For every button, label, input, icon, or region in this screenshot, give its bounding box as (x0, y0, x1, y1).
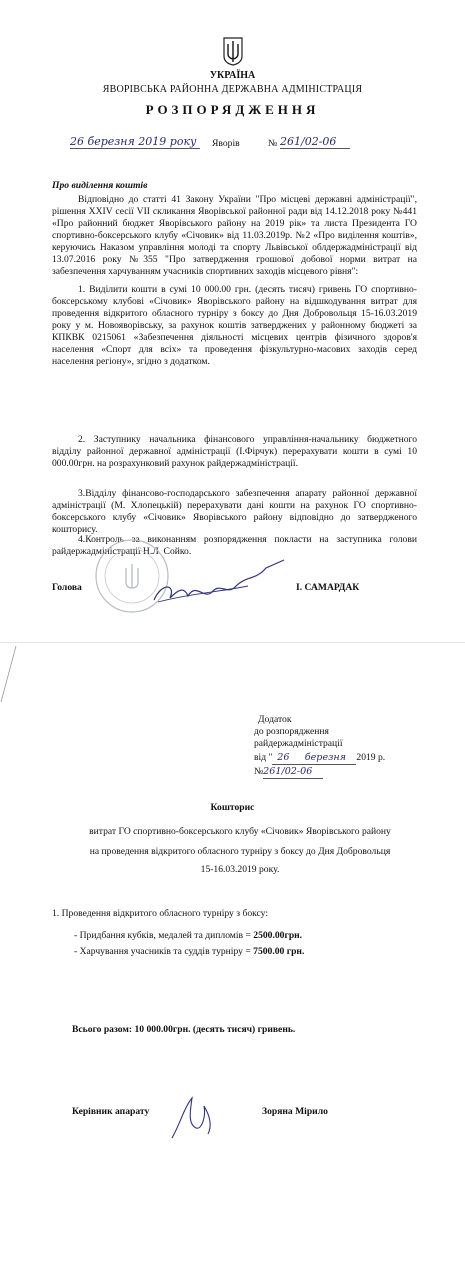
estimate-line-2-label: - Харчування учасників та суддів турніру = (74, 946, 254, 957)
signer-name: І. САМАРДАК (296, 582, 360, 593)
addendum-year: 2019 р. (356, 752, 386, 763)
order-city: Яворів (212, 138, 240, 149)
addendum-number-prefix: № (254, 766, 264, 777)
order-item-4: 4.Контроль за виконанням розпорядження покласти на заступника голови райдержадміністрації Н.Л. Сойко. (52, 534, 417, 557)
signer-title: Голова (52, 582, 82, 593)
addendum-month: березня (294, 752, 356, 765)
order-subject: Про виділення коштів (52, 180, 148, 191)
addendum-date-prefix: від " (254, 752, 273, 763)
estimate-title: Кошторис (210, 802, 255, 813)
addendum-number: 261/02-06 (263, 766, 323, 779)
head-signature-icon (148, 556, 298, 612)
estimate-section: 1. Проведення відкритого обласного турніру з боксу: (52, 908, 269, 919)
page-divider (0, 642, 465, 643)
addendum-date-row (254, 752, 385, 765)
manager-signature-icon (166, 1090, 226, 1142)
addendum-line-3: райдержадміністрації (254, 738, 343, 749)
coat-of-arms-icon (222, 36, 244, 66)
estimate-subtitle-2: на проведення відкритого обласного турніру з боксу до Дня Добровольця (89, 846, 391, 857)
doc-type: РОЗПОРЯДЖЕННЯ (145, 102, 320, 117)
estimate-line-1-label: - Придбання кубків, медалей та дипломів = (74, 930, 254, 941)
manager-name: Зоряна Мірило (262, 1106, 328, 1117)
order-item-2: 2. Заступнику начальника фінансового управління-начальнику бюджетного відділу районної державної адміністрації (І.Фірчук) перерахувати кошти в сумі 10 000.00грн. на розрахунковий рахунок райдержадміністрації. (52, 434, 417, 469)
order-preamble: Відповідно до статті 41 Закону України "Про місцеві державні адміністрації", рішення XXIV сесії VII скликання Яворівської районної ради від 14.12.2018 року №441 «Про районний бюджет Яворівського району на 2019 рік» та листа Президента ГО спортивно-боксерського клубу «Січовик» від 11.03.2019р. №2 «Про виділення коштів», керуючись Наказом управління молоді та спорту Львівської облдержадміністрації від 13.07.2016 року №355 "Про затвердження грошової добової норми витрат на забезпечення харчуванням учасників спортивних заходів місцевого рівня": (52, 194, 417, 277)
estimate-line-2-amount: 7500.00 грн. (253, 946, 305, 957)
estimate-subtitle-1: витрат ГО спортивно-боксерського клубу «Січовик» Яворівського району (89, 826, 391, 837)
manager-title: Керівник апарату (72, 1106, 150, 1117)
estimate-subtitle-3: 15-16.03.2019 року. (200, 864, 280, 875)
estimate-line-1-amount: 2500.00грн. (253, 930, 303, 941)
addendum-line-2: до розпорядження (254, 726, 329, 737)
estimate-line-1 (74, 930, 302, 942)
estimate-total: Всього разом: 10 000.00грн. (десять тисяч) гривень. (72, 1024, 296, 1035)
administration-name: ЯВОРІВСЬКА РАЙОННА ДЕРЖАВНА АДМІНІСТРАЦІЯ (102, 84, 363, 95)
page-edge-mark-icon (0, 644, 20, 704)
estimate-line-2 (74, 946, 304, 958)
order-item-1: 1. Виділити кошти в сумі 10 000.00 грн. (десять тисяч) гривень ГО спортивно-боксерському клубові «Січовик» Яворівського району на відшкодування витрат для проведення відкритого обласного турніру з боксу до Дня Добровольця 15-16.03.2019 року у м. Новояворівську, за рахунок коштів затверджених у районному бюджеті за КПКВК 0215061 «Забезпечення діяльності місцевих центрів фізичного здоров'я населення «Спорт для всіх» та проведення фізкультурно-масових заходів серед населення регіону», згідно з додатком. (52, 284, 417, 367)
order-number-prefix: № (268, 138, 278, 149)
addendum-line-1: Додаток (258, 714, 292, 725)
order-item-3: 3.Відділу фінансово-господарського забезпечення апарату районної державної адміністрації (М. Хлопецькій) перерахувати дані кошти на рахунок ГО спортивно-боксерського клубу «Січовик» Яворівського району відповідно до затвердженого кошторису. (52, 488, 417, 535)
addendum-number-row (254, 766, 323, 779)
order-date: 26 березня 2019 року (70, 136, 200, 149)
country-name: УКРАЇНА (209, 70, 256, 81)
addendum-day: 26 (272, 752, 294, 765)
order-number: 261/02-06 (280, 136, 350, 149)
